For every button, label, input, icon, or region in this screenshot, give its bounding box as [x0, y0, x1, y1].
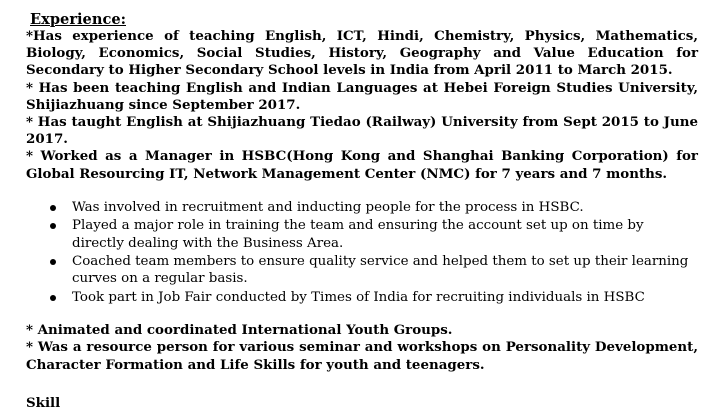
list-item-text: Took part in Job Fair conducted by Times of India for recruiting individuals in HSBC [72, 289, 645, 305]
experience-item-youth-groups: * Animated and coordinated International Youth Groups. [26, 322, 453, 339]
list-item-text: Coached team members to ensure quality service and helped them to set up their learning curves on a regular basis. [72, 254, 689, 287]
hsbc-responsibilities-list [26, 199, 698, 306]
list-item [72, 199, 698, 216]
experience-heading: Experience: [30, 11, 126, 28]
bullet-icon [50, 295, 56, 301]
experience-item-hebei: * Has been teaching English and Indian Languages at Hebei Foreign Studies University, Shijiazhuang since September 2017. [26, 79, 698, 113]
list-item-text: Was involved in recruitment and inducting people for the process in HSBC. [72, 199, 584, 215]
list-item [72, 289, 698, 306]
experience-section [26, 12, 698, 374]
experience-item-resource-person: * Was a resource person for various seminar and workshops on Personality Development, Character Formation and Life Skills for youth and teenagers. [26, 339, 698, 373]
experience-item-teaching-india: *Has experience of teaching English, ICT, Hindi, Chemistry, Physics, Mathematics, Biology, Economics, Social Studies, History, Geography and Value Education for Secondary to Higher Secondary School levels in India from April 2011 to March 2015. [26, 28, 698, 79]
next-section-heading-partial: Skill [26, 395, 61, 411]
bullet-icon [50, 205, 56, 211]
list-item [72, 217, 698, 252]
bullet-icon [50, 259, 56, 265]
experience-item-tiedao: * Has taught English at Shijiazhuang Tiedao (Railway) University from Sept 2015 to June 2017. [26, 114, 698, 148]
list-item-text: Played a major role in training the team and ensuring the account set up on time by directly dealing with the Business Area. [72, 218, 644, 251]
experience-item-hsbc: * Worked as a Manager in HSBC(Hong Kong and Shanghai Banking Corporation) for Global Resourcing IT, Network Management Center (NMC) for 7 years and 7 months. [26, 148, 698, 182]
spacer [26, 307, 698, 322]
list-item [72, 253, 698, 288]
bullet-icon [50, 223, 56, 229]
